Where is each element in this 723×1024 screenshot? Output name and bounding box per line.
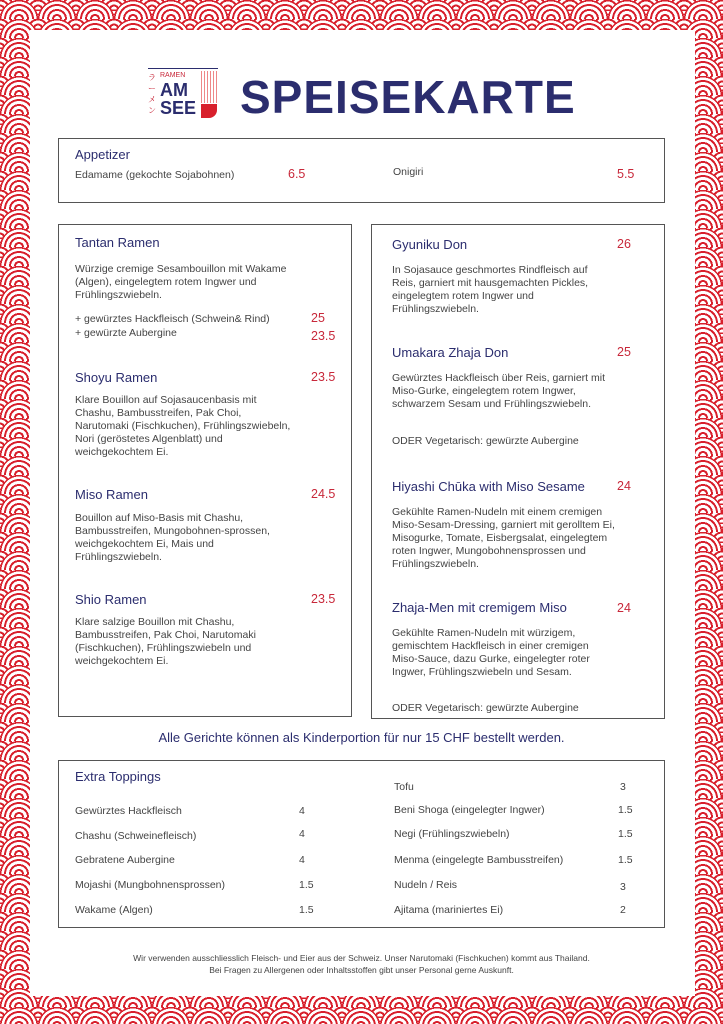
dish-desc: Bouillon auf Miso-Basis mit Chashu, Bambusstreifen, Mungobohnen-sprossen, weichgekochtem Ei, Mais und Frühlingszwiebeln. [75,512,270,563]
dish-desc: Klare salzige Bouillon mit Chashu, Bambusstreifen, Pak Choi, Narutomaki (Fischkuchen), Frühlingszwiebeln und weichgekochtem Ei. [75,616,256,667]
topping-name: Gebratene Aubergine [75,854,175,866]
footer-note-1: Wir verwenden ausschliesslich Fleisch- und Eier aus der Schweiz. Unser Narutomaki (Fischkuchen) kommt aus Thailand. [133,953,590,963]
dish-desc: Würzige cremige Sesambouillon mit Wakame (Algen), eingelegtem rotem Ingwer und Frühlingszwiebeln. [75,263,287,301]
dish-name: Shoyu Ramen [75,370,158,385]
topping-name: Tofu [394,781,414,793]
dish-price: 23.5 [311,329,336,343]
logo-see: SEE [160,98,197,118]
topping-name: Gewürztes Hackfleisch [75,805,182,817]
topping-price: 4 [299,854,305,866]
dish-desc: In Sojasauce geschmortes Rindfleisch auf Reis, garniert mit hausgemachten Pickles, eingelegtem rotem Ingwer und Frühlingszwiebeln. [392,264,589,315]
appetizer-section [58,138,665,203]
dish-desc: Gekühlte Ramen-Nudeln mit würzigem, gemischtem Hackfleisch in einer cremigen Miso-Sauce, dazu Gurke, eingelegter roter Ingwer, Frühlingszwiebeln und Sesam. [392,627,590,678]
dish-price: 26 [617,237,631,251]
topping-price: 1.5 [618,804,633,816]
dish-extra: ODER Vegetarisch: gewürzte Aubergine [392,435,579,447]
topping-name: Beni Shoga (eingelegter Ingwer) [394,804,545,816]
dish-name: Tantan Ramen [75,235,160,250]
page-title: SPEISEKARTE [240,71,576,123]
topping-price: 4 [299,828,305,840]
dish-option: + gewürzte Aubergine [75,327,177,339]
kids-portion-note: Alle Gerichte können als Kinderportion für nur 15 CHF bestellt werden. [158,730,565,745]
dish-option: + gewürztes Hackfleisch (Schwein& Rind) [75,313,270,325]
dish-desc: Gewürztes Hackfleisch über Reis, garniert mit Miso-Gurke, eingelegtem rotem Ingwer, schwarzem Sesam und Frühlingszwiebeln. [392,372,605,410]
topping-price: 4 [299,805,305,817]
appetizer-heading: Appetizer [75,147,130,162]
dish-price: 24.5 [311,487,336,501]
dish-price: 23.5 [311,370,336,384]
dish-desc: Klare Bouillon auf Sojasaucenbasis mit Chashu, Bambusstreifen, Pak Choi, Narutomaki (Fischkuchen), Frühlingszwiebeln, Nori (geröstetes Algenblatt) und weichgekochtem Ei. [75,394,291,458]
topping-name: Negi (Frühlingszwiebeln) [394,828,510,840]
toppings-section [58,760,665,928]
dish-name: Zhaja-Men mit cremigem Miso [392,600,567,615]
ramen-section [58,224,352,717]
dish-name: Umakara Zhaja Don [392,345,509,360]
dish-price: 25 [311,311,325,325]
topping-name: Menma (eingelegte Bambusstreifen) [394,854,564,866]
item-name: Edamame (gekochte Sojabohnen) [75,169,235,181]
topping-name: Nudeln / Reis [394,879,458,891]
topping-price: 1.5 [618,828,633,840]
dish-price: 25 [617,345,631,359]
item-price: 5.5 [617,167,635,181]
dish-extra: ODER Vegetarisch: gewürzte Aubergine [392,702,579,714]
topping-price: 3 [620,781,626,793]
topping-price: 2 [620,904,626,916]
logo-kana: ラーメン [148,73,156,115]
topping-name: Mojashi (Mungbohnensprossen) [75,879,225,891]
topping-name: Ajitama (mariniertes Ei) [394,904,504,916]
logo-ramen: RAMEN [160,72,186,79]
logo-am: AM [160,80,188,100]
logo-line [148,68,218,69]
dish-name: Gyuniku Don [392,237,468,252]
bowl-graphic [201,104,217,118]
topping-price: 1.5 [299,904,314,916]
toppings-heading: Extra Toppings [75,769,161,784]
footer-note-2: Bei Fragen zu Allergenen oder Inhaltsstoffen gibt unser Personal gerne Auskunft. [209,965,514,975]
dish-price: 23.5 [311,592,336,606]
logo [148,68,218,120]
dish-desc: Gekühlte Ramen-Nudeln mit einem cremigen Miso-Sesam-Dressing, garniert mit gerolltem Ei, Misogurke, Tomate, Eisbergsalat, eingelegtem roten Ingwer, Mungobohnensprossen und Frühlingszwiebeln. [392,506,615,570]
topping-name: Wakame (Algen) [75,904,153,916]
dish-price: 24 [617,601,631,615]
item-name: Onigiri [393,166,424,178]
don-section [371,224,665,719]
topping-price: 3 [620,881,626,893]
noodle-graphic [201,71,217,103]
dish-name: Shio Ramen [75,592,147,607]
dish-name: Hiyashi Chūka with Miso Sesame [392,479,585,494]
item-price: 6.5 [288,167,306,181]
topping-price: 1.5 [299,879,314,891]
dish-name: Miso Ramen [75,487,148,502]
dish-price: 24 [617,479,631,493]
topping-name: Chashu (Schweinefleisch) [75,830,197,842]
topping-price: 1.5 [618,854,633,866]
